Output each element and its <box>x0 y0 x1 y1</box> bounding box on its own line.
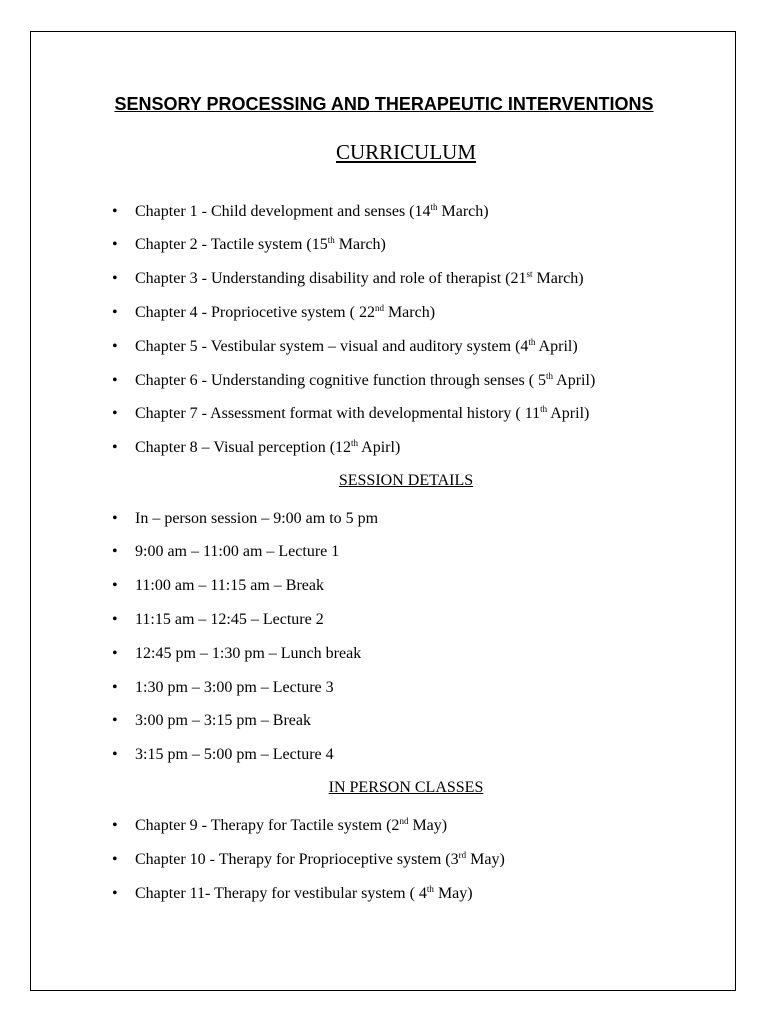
ordinal-suffix: th <box>546 371 554 381</box>
list-item <box>112 745 334 765</box>
bullet: • <box>112 885 118 902</box>
bullet: • <box>112 645 118 662</box>
item-text: Chapter 6 - Understanding cognitive function through senses ( 5 <box>135 372 547 389</box>
list-item <box>112 678 334 698</box>
list-item <box>112 884 473 904</box>
item-text: 11:15 am – 12:45 – Lecture 2 <box>135 611 324 628</box>
item-tail: March) <box>334 236 386 253</box>
bullet: • <box>112 712 118 729</box>
item-text: 12:45 pm – 1:30 pm – Lunch break <box>135 645 362 662</box>
list-item <box>112 509 378 529</box>
item-tail: May) <box>466 851 505 868</box>
item-text: 3:15 pm – 5:00 pm – Lecture 4 <box>135 746 334 763</box>
bullet: • <box>112 270 118 287</box>
bullet: • <box>112 405 118 422</box>
item-text: In – person session – 9:00 am to 5 pm <box>135 510 379 527</box>
ordinal-suffix: th <box>430 202 438 212</box>
list-item <box>112 404 589 424</box>
bullet: • <box>112 304 118 321</box>
bullet: • <box>112 679 118 696</box>
item-tail: April) <box>553 372 596 389</box>
bullet: • <box>112 236 118 253</box>
item-text: Chapter 10 - Therapy for Proprioceptive system (3 <box>135 851 459 868</box>
item-text: Chapter 8 – Visual perception (12 <box>135 439 352 456</box>
ordinal-suffix: th <box>426 884 434 894</box>
item-tail: March) <box>437 203 489 220</box>
item-text: 9:00 am – 11:00 am – Lecture 1 <box>135 543 340 560</box>
in-person-classes-heading: IN PERSON CLASSES <box>328 779 484 796</box>
ordinal-suffix: rd <box>458 850 467 860</box>
item-text: Chapter 3 - Understanding disability and role of therapist (21 <box>135 270 527 287</box>
ordinal-suffix: st <box>526 269 533 279</box>
list-item <box>112 610 324 630</box>
ordinal-suffix: nd <box>399 816 409 826</box>
list-item <box>112 850 505 870</box>
list-item <box>112 711 311 731</box>
list-item <box>112 816 447 836</box>
list-item <box>112 438 400 458</box>
item-text: Chapter 1 - Child development and senses (14 <box>135 203 431 220</box>
item-tail: March) <box>383 304 436 321</box>
bullet: • <box>112 338 118 355</box>
item-text: 3:00 pm – 3:15 pm – Break <box>135 712 311 729</box>
item-tail: May) <box>408 817 448 834</box>
ordinal-suffix: th <box>540 404 548 414</box>
list-item <box>112 202 489 222</box>
curriculum-heading: CURRICULUM <box>335 140 477 164</box>
item-text: Chapter 11- Therapy for vestibular system ( 4 <box>135 885 427 902</box>
document-title: SENSORY PROCESSING AND THERAPEUTIC INTERVENTIONS <box>114 94 654 114</box>
item-tail: April) <box>547 405 590 422</box>
bullet: • <box>112 851 118 868</box>
ordinal-suffix: th <box>351 438 359 448</box>
bullet: • <box>112 439 118 456</box>
bullet: • <box>112 543 118 560</box>
list-item <box>112 269 584 289</box>
bullet: • <box>112 203 118 220</box>
bullet: • <box>112 817 118 834</box>
session-details-heading: SESSION DETAILS <box>338 472 474 489</box>
item-text: 11:00 am – 11:15 am – Break <box>135 577 324 594</box>
item-tail: Apirl) <box>358 439 401 456</box>
item-tail: May) <box>433 885 473 902</box>
item-tail: March) <box>532 270 584 287</box>
item-text: Chapter 4 - Propriocetive system ( 22 <box>135 304 375 321</box>
ordinal-suffix: th <box>528 337 536 347</box>
ordinal-suffix: th <box>327 235 335 245</box>
bullet: • <box>112 746 118 763</box>
list-item <box>112 337 578 357</box>
list-item <box>112 303 435 323</box>
bullet: • <box>112 510 118 527</box>
bullet: • <box>112 372 118 389</box>
list-item <box>112 644 361 664</box>
list-item <box>112 371 595 391</box>
item-text: 1:30 pm – 3:00 pm – Lecture 3 <box>135 679 334 696</box>
bullet: • <box>112 577 118 594</box>
bullet: • <box>112 611 118 628</box>
item-text: Chapter 7 - Assessment format with developmental history ( 11 <box>135 405 541 422</box>
list-item <box>112 576 324 596</box>
item-text: Chapter 5 - Vestibular system – visual and auditory system (4 <box>135 338 529 355</box>
ordinal-suffix: nd <box>374 303 384 313</box>
list-item <box>112 235 386 255</box>
item-text: Chapter 9 - Therapy for Tactile system (2 <box>135 817 400 834</box>
item-text: Chapter 2 - Tactile system (15 <box>135 236 328 253</box>
list-item <box>112 542 339 562</box>
item-tail: April) <box>535 338 578 355</box>
